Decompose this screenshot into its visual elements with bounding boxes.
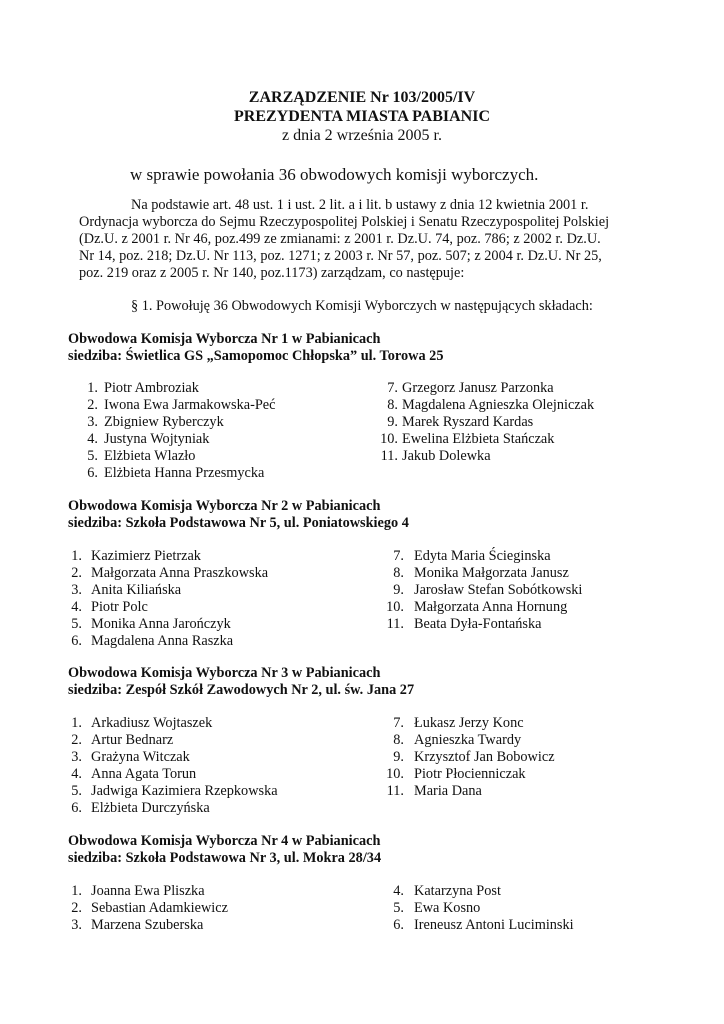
member-name: Artur Bednarz [91,732,174,748]
member-number: 4. [71,599,82,615]
members-column-right [380,883,574,934]
member-name: Magdalena Agnieszka Olejniczak [402,397,595,413]
commission-seat: siedziba: Szkoła Podstawowa Nr 3, ul. Mokra 28/34 [68,850,382,866]
decree-title: ZARZĄDZENIE Nr 103/2005/IV [248,89,476,106]
member-row [380,616,582,633]
member-name: Elżbieta Wlazło [104,448,196,464]
member-name: Małgorzata Anna Hornung [414,599,568,615]
member-number: 2. [71,565,82,581]
member-row [60,582,268,599]
member-name: Ewa Kosno [414,900,481,916]
member-name: Piotr Polc [91,599,148,615]
member-number: 8. [393,732,404,748]
member-row [60,783,278,800]
member-number: 11. [386,783,404,799]
member-row [60,749,278,766]
member-name: Piotr Płocienniczak [414,766,526,782]
member-row [380,715,555,732]
member-name: Maria Dana [414,783,482,799]
member-row [60,616,268,633]
member-row [78,431,276,448]
member-name: Edyta Maria Ścieginska [414,548,551,564]
member-number: 2. [71,900,82,916]
commission-heading [68,498,409,532]
member-name: Jarosław Stefan Sobótkowski [414,582,583,598]
legal-basis-line: Nr 14, poz. 218; Dz.U. Nr 113, poz. 1271; z 2003 r. Nr 57, poz. 507; z 2004 r. Dz.U. Nr 25, [79,248,602,264]
member-row [60,599,268,616]
member-name: Joanna Ewa Pliszka [91,883,205,899]
member-name: Elżbieta Hanna Przesmycka [104,465,265,481]
decree-date: z dnia 2 września 2005 r. [282,127,442,144]
member-number: 8. [393,565,404,581]
member-row [378,448,594,465]
member-number: 1. [71,883,82,899]
members-column-right [380,548,582,633]
commission-heading [68,665,414,699]
member-row [60,766,278,783]
commission-title: Obwodowa Komisja Wyborcza Nr 4 w Pabianicach [68,833,381,849]
legal-basis-line: (Dz.U. z 2001 r. Nr 46, poz.499 ze zmianami: z 2001 r. Dz.U. 74, poz. 786; z 2002 r. Dz.U. [79,231,601,247]
member-number: 3. [87,414,98,430]
members-column-left [60,883,228,934]
member-row [380,766,555,783]
member-number: 6. [71,633,82,649]
member-number: 5. [393,900,404,916]
member-number: 3. [71,917,82,933]
member-name: Monika Małgorzata Janusz [414,565,569,581]
member-number: 2. [87,397,98,413]
commission-title: Obwodowa Komisja Wyborcza Nr 2 w Pabianicach [68,498,381,514]
member-name: Anna Agata Torun [91,766,197,782]
member-name: Iwona Ewa Jarmakowska-Peć [104,397,276,413]
member-row [380,883,574,900]
member-row [380,900,574,917]
member-number: 4. [71,766,82,782]
members-column-right [380,715,555,800]
member-row [60,800,278,817]
member-row [380,582,582,599]
member-number: 3. [71,749,82,765]
members-column-left [60,715,278,817]
member-number: 6. [87,465,98,481]
member-row [60,917,228,934]
paragraph-1: § 1. Powołuję 36 Obwodowych Komisji Wyborczych w następujących składach: [131,298,593,314]
issuer-title: PREZYDENTA MIASTA PABIANIC [233,108,491,125]
member-name: Katarzyna Post [414,883,501,899]
member-number: 7. [393,715,404,731]
member-number: 9. [387,414,398,430]
member-row [60,715,278,732]
member-name: Małgorzata Anna Praszkowska [91,565,269,581]
member-name: Ireneusz Antoni Luciminski [414,917,574,933]
commission-heading [68,331,443,365]
member-name: Magdalena Anna Raszka [91,633,234,649]
member-number: 6. [393,917,404,933]
member-name: Jadwiga Kazimiera Rzepkowska [91,783,278,799]
member-name: Jakub Dolewka [402,448,491,464]
member-number: 4. [87,431,98,447]
legal-basis-line: Ordynacja wyborcza do Sejmu Rzeczypospolitej Polskiej i Senatu Rzeczypospolitej Polskiej [79,214,610,230]
member-name: Marzena Szuberska [91,917,204,933]
commission-seat: siedziba: Zespół Szkół Zawodowych Nr 2, ul. św. Jana 27 [68,682,415,698]
member-row [378,414,594,431]
member-row [380,732,555,749]
commission-seat: siedziba: Świetlica GS „Samopomoc Chłopska” ul. Torowa 25 [68,348,444,364]
member-name: Monika Anna Jarończyk [91,616,231,632]
member-number: 9. [393,582,404,598]
member-name: Grażyna Witczak [91,749,190,765]
member-row [78,448,276,465]
decree-subject: w sprawie powołania 36 obwodowych komisji wyborczych. [130,165,539,184]
member-number: 8. [387,397,398,413]
member-row [380,565,582,582]
member-row [378,397,594,414]
members-column-left [78,380,276,482]
member-name: Grzegorz Janusz Parzonka [402,380,554,396]
legal-basis [79,197,639,282]
members-column-right [378,380,594,465]
member-number: 5. [87,448,98,464]
member-name: Kazimierz Pietrzak [91,548,201,564]
member-row [380,548,582,565]
member-name: Krzysztof Jan Bobowicz [414,749,555,765]
member-row [78,397,276,414]
member-name: Łukasz Jerzy Konc [414,715,524,731]
member-row [378,431,594,448]
member-row [60,548,268,565]
member-name: Ewelina Elżbieta Stańczak [402,431,555,447]
member-number: 11. [380,448,398,464]
member-number: 5. [71,616,82,632]
member-number: 1. [71,548,82,564]
member-row [380,783,555,800]
member-name: Piotr Ambroziak [104,380,199,396]
member-number: 10. [386,766,404,782]
member-name: Beata Dyła-Fontańska [414,616,542,632]
member-row [78,465,276,482]
member-name: Marek Ryszard Kardas [402,414,534,430]
member-number: 3. [71,582,82,598]
commission-title: Obwodowa Komisja Wyborcza Nr 3 w Pabianicach [68,665,381,681]
member-number: 10. [386,599,404,615]
legal-basis-line: Na podstawie art. 48 ust. 1 i ust. 2 lit. a i lit. b ustawy z dnia 12 kwietnia 2001 r. [131,197,589,213]
commission-heading [68,833,381,867]
member-row [378,380,594,397]
member-number: 1. [87,380,98,396]
member-name: Justyna Wojtyniak [104,431,210,447]
member-number: 7. [393,548,404,564]
member-name: Sebastian Adamkiewicz [91,900,228,916]
members-column-left [60,548,268,650]
commission-title: Obwodowa Komisja Wyborcza Nr 1 w Pabianicach [68,331,381,347]
member-name: Anita Kiliańska [91,582,182,598]
commission-seat: siedziba: Szkoła Podstawowa Nr 5, ul. Poniatowskiego 4 [68,515,409,531]
member-row [380,599,582,616]
member-number: 4. [393,883,404,899]
member-row [78,380,276,397]
member-name: Arkadiusz Wojtaszek [91,715,213,731]
member-row [380,749,555,766]
member-number: 7. [387,380,398,396]
member-number: 11. [386,616,404,632]
member-name: Elżbieta Durczyńska [91,800,210,816]
member-row [380,917,574,934]
member-number: 10. [380,431,398,447]
member-row [60,883,228,900]
member-name: Zbigniew Ryberczyk [104,414,224,430]
member-row [60,900,228,917]
legal-basis-line: poz. 219 oraz z 2005 r. Nr 140, poz.1173) zarządzam, co następuje: [79,265,465,281]
member-row [60,565,268,582]
member-row [60,633,268,650]
member-number: 1. [71,715,82,731]
member-number: 5. [71,783,82,799]
member-name: Agnieszka Twardy [414,732,522,748]
member-row [78,414,276,431]
member-number: 2. [71,732,82,748]
member-row [60,732,278,749]
member-number: 6. [71,800,82,816]
member-number: 9. [393,749,404,765]
